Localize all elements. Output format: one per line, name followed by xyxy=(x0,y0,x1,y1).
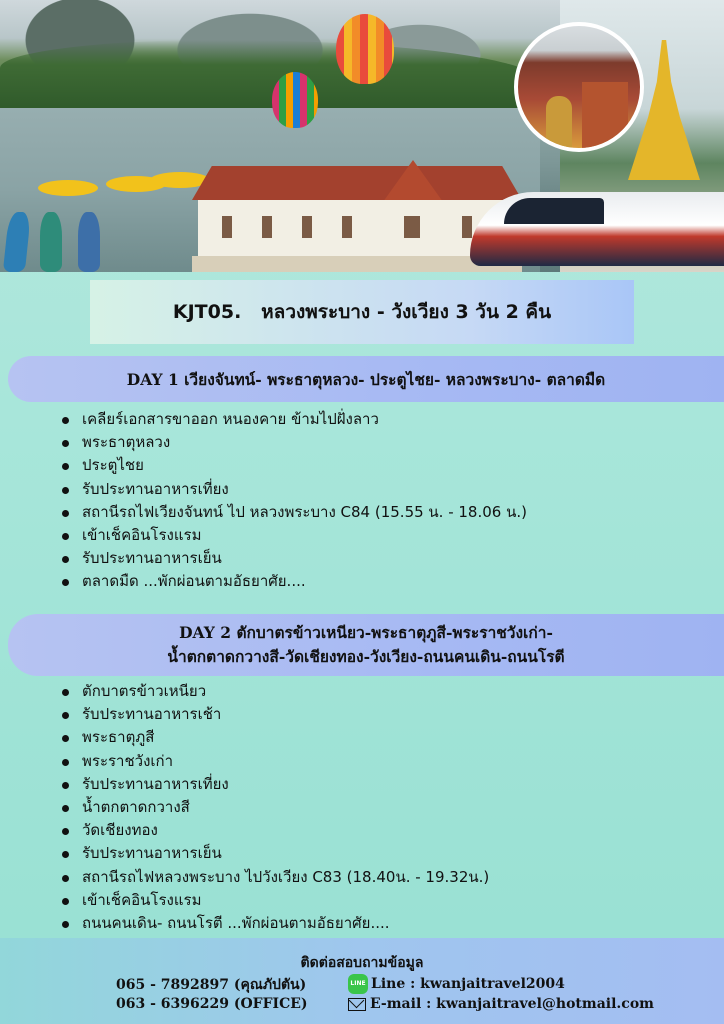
hero-photo-collage xyxy=(0,0,724,272)
day-2-title-line-2: น้ำตกตาดกวางสี-วัดเชียงทอง-วังเวียง-ถนนคนเดิน-ถนนโรตี xyxy=(167,647,565,666)
train-windshield xyxy=(504,198,604,224)
list-item: เข้าเช็คอินโรงแรม xyxy=(60,524,527,547)
temple-door xyxy=(546,96,572,148)
list-item: ถนนคนเดิน- ถนนโรตี ...พักผ่อนตามอัธยาศัย.... xyxy=(60,912,489,935)
list-item: รับประทานอาหารเย็น xyxy=(60,842,489,865)
palace-window xyxy=(222,216,232,238)
list-item: ตักบาตรข้าวเหนียว xyxy=(60,680,489,703)
contact-footer xyxy=(0,938,724,1024)
tube-float-icon xyxy=(38,180,98,196)
boat-icon xyxy=(78,212,100,272)
day-1-title: DAY 1 เวียงจันทน์- พระธาตุหลวง- ประตูไชย- หลวงพระบาง- ตลาดมืด xyxy=(126,369,606,389)
list-item: รับประทานอาหารเที่ยง xyxy=(60,773,489,796)
email-contact[interactable] xyxy=(348,996,654,1012)
palace-door xyxy=(404,216,420,238)
list-item: สถานีรถไฟหลวงพระบาง ไปวังเวียง C83 (18.40น. - 19.32น.) xyxy=(60,866,489,889)
day-2-title-line-1: DAY 2 ตักบาตรข้าวเหนียว-พระธาตุภูสี-พระราชวังเก่า- xyxy=(179,623,553,642)
email-address: E-mail : kwanjaitravel@hotmail.com xyxy=(370,996,654,1012)
line-id: Line : kwanjaitravel2004 xyxy=(371,976,565,992)
line-app-icon: LINE xyxy=(348,974,368,994)
hot-air-balloon-icon xyxy=(272,72,318,128)
river-tubing-people xyxy=(20,150,190,200)
temple-panel xyxy=(582,82,628,148)
tour-title-banner xyxy=(90,280,634,344)
list-item: พระธาตุหลวง xyxy=(60,431,527,454)
palace-window xyxy=(342,216,352,238)
temple-circle-photo xyxy=(514,22,644,152)
list-item: เข้าเช็คอินโรงแรม xyxy=(60,889,489,912)
line-contact[interactable] xyxy=(348,974,565,994)
day-2-header xyxy=(8,614,724,676)
contact-title: ติดต่อสอบถามข้อมูล xyxy=(300,955,424,971)
day-1-header xyxy=(8,356,724,402)
hot-air-balloon-icon xyxy=(336,14,394,84)
high-speed-train-icon xyxy=(470,182,724,272)
list-item: ตลาดมืด ...พักผ่อนตามอัธยาศัย.... xyxy=(60,570,527,593)
list-item: รับประทานอาหารเที่ยง xyxy=(60,478,527,501)
list-item: รับประทานอาหารเย็น xyxy=(60,547,527,570)
envelope-icon xyxy=(348,998,366,1011)
list-item: สถานีรถไฟเวียงจันทน์ ไป หลวงพระบาง C84 (15.55 น. - 18.06 น.) xyxy=(60,501,527,524)
tour-code: KJT05. xyxy=(172,301,242,323)
list-item: พระราชวังเก่า xyxy=(60,750,489,773)
boat-icon xyxy=(3,212,31,272)
list-item: วัดเชียงทอง xyxy=(60,819,489,842)
tour-title: หลวงพระบาง - วังเวียง 3 วัน 2 คืน xyxy=(261,301,552,323)
palace-window xyxy=(302,216,312,238)
phone-number-1[interactable]: 065 - 7892897 (คุณภัปตัน) xyxy=(116,977,307,993)
palace-window xyxy=(262,216,272,238)
boat-icon xyxy=(40,212,62,272)
list-item: เคลียร์เอกสารขาออก หนองคาย ข้ามไปฝั่งลาว xyxy=(60,408,527,431)
list-item: ประตูไชย xyxy=(60,454,527,477)
day-1-itinerary xyxy=(60,408,527,594)
list-item: พระธาตุภูสี xyxy=(60,726,489,749)
list-item: น้ำตกตาดกวางสี xyxy=(60,796,489,819)
longtail-boats xyxy=(0,212,190,272)
list-item: รับประทานอาหารเช้า xyxy=(60,703,489,726)
day-2-itinerary xyxy=(60,680,489,935)
phone-number-2[interactable]: 063 - 6396229 (OFFICE) xyxy=(116,996,308,1012)
